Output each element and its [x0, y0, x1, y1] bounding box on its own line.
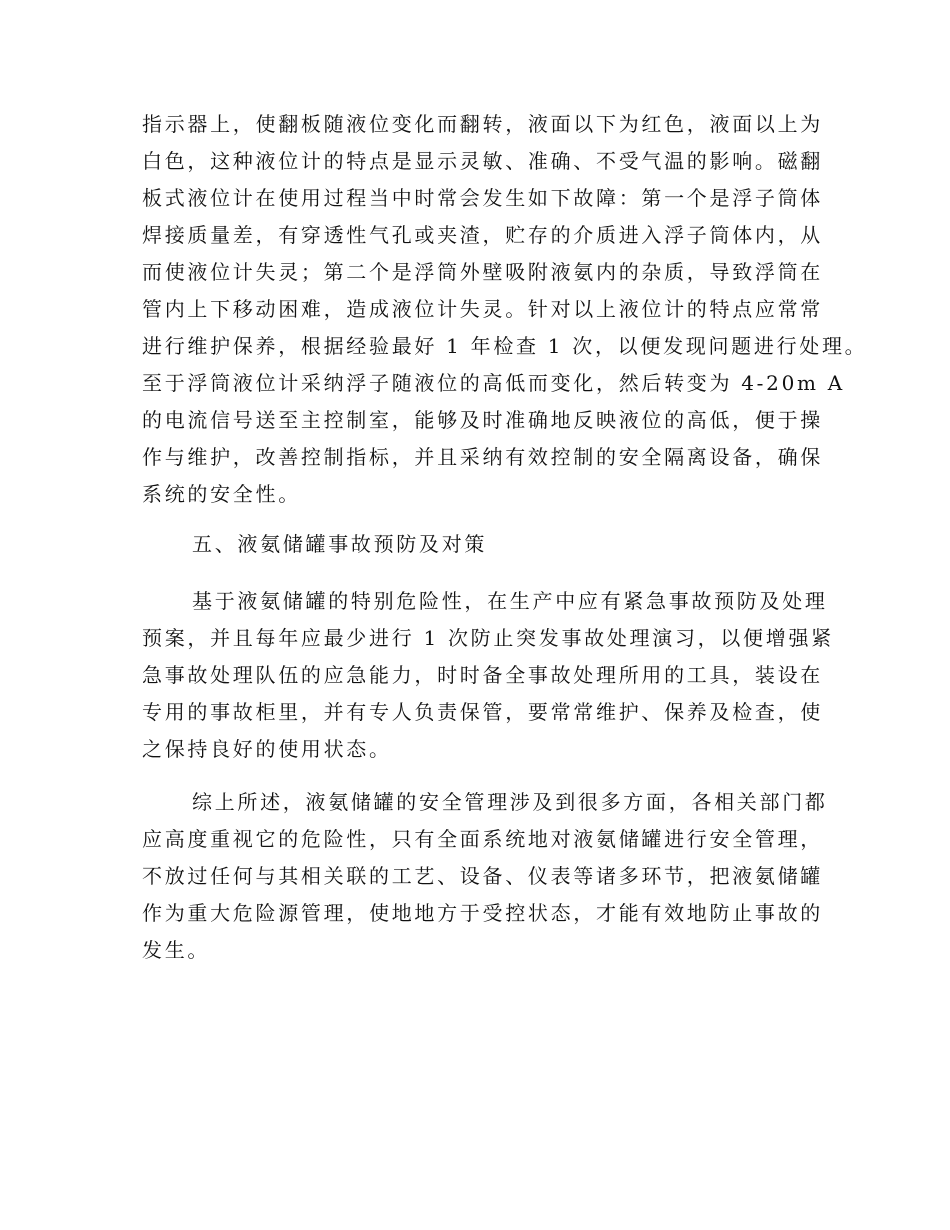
paragraph-line: 发生。 — [142, 938, 211, 962]
paragraph-accident-prevention — [142, 583, 834, 768]
paragraph-line: 基于液氨储罐的特别危险性，在生产中应有紧急事故预防及处理 — [192, 589, 828, 613]
paragraph-line: 应高度重视它的危险性，只有全面系统地对液氨储罐进行安全管理， — [142, 827, 823, 851]
section-heading-text: 五、液氨储罐事故预防及对策 — [192, 532, 488, 556]
paragraph-line: 管内上下移动困难，造成液位计失灵。针对以上液位计的特点应常常 — [142, 297, 823, 321]
paragraph-line: 而使液位计失灵；第二个是浮筒外壁吸附液氨内的杂质，导致浮筒在 — [142, 260, 823, 284]
paragraph-line: 作为重大危险源管理，使地地方于受控状态，才能有效地防止事故的 — [142, 901, 823, 925]
paragraph-line: 焊接质量差，有穿透性气孔或夹渣，贮存的介质进入浮子筒体内，从 — [142, 223, 823, 247]
paragraph-line: 专用的事故柜里，并有专人负责保管，要常常维护、保养及检查，使 — [142, 700, 823, 724]
paragraph-line: 进行维护保养，根据经验最好 1 年检查 1 次，以便发现问题进行处理。 — [142, 334, 868, 358]
paragraph-line: 作与维护，改善控制指标，并且采纳有效控制的安全隔离设备，确保 — [142, 445, 823, 469]
section-heading — [142, 526, 822, 563]
paragraph-line: 至于浮筒液位计采纳浮子随液位的高低而变化，然后转变为 4-20m A — [142, 371, 845, 395]
paragraph-line: 预案，并且每年应最少进行 1 次防止突发事故处理演习，以便增强紧 — [142, 626, 834, 650]
paragraph-line: 白色，这种液位计的特点是显示灵敏、准确、不受气温的影响。磁翻 — [142, 149, 823, 173]
paragraph-line: 的电流信号送至主控制室，能够及时准确地反映液位的高低，便于操 — [142, 408, 823, 432]
paragraph-line: 板式液位计在使用过程当中时常会发生如下故障：第一个是浮子筒体 — [142, 186, 823, 210]
paragraph-line: 急事故处理队伍的应急能力，时时备全事故处理所用的工具，装设在 — [142, 663, 823, 687]
paragraph-line: 不放过任何与其相关联的工艺、设备、仪表等诸多环节，把液氨储罐 — [142, 864, 823, 888]
paragraph-conclusion — [142, 784, 828, 969]
paragraph-line: 综上所述，液氨储罐的安全管理涉及到很多方面，各相关部门都 — [192, 790, 828, 814]
paragraph-liquid-level-gauge — [142, 106, 868, 513]
paragraph-line: 指示器上，使翻板随液位变化而翻转，液面以下为红色，液面以上为 — [142, 112, 823, 136]
paragraph-line: 之保持良好的使用状态。 — [142, 737, 392, 761]
paragraph-line: 系统的安全性。 — [142, 482, 301, 506]
